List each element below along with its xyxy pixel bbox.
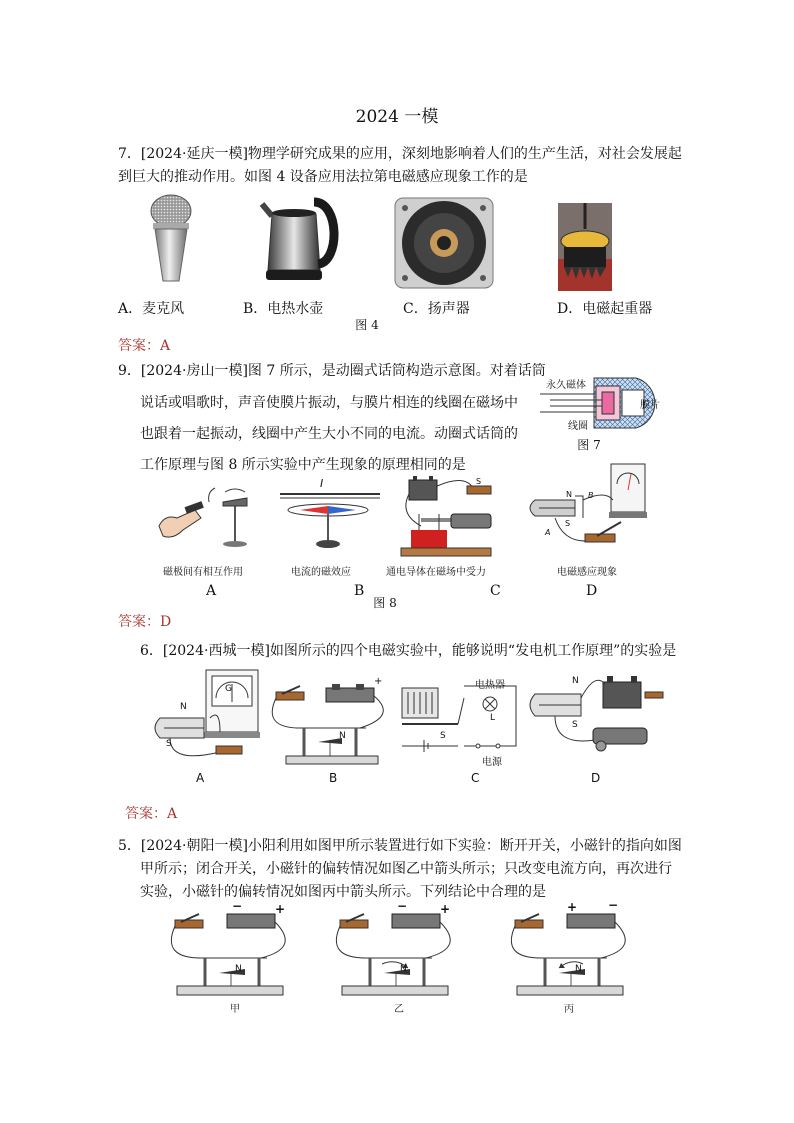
q6-c-s-label: S	[440, 731, 446, 741]
fig8-d-n-label: N	[566, 490, 572, 499]
q6-b-plus-label: +	[374, 676, 383, 687]
q5-caption-jia: 甲	[230, 1004, 240, 1015]
q9-line1: 9．[2024·房山一模]图 7 所示，是动圈式话筒构造示意图。对着话筒	[118, 363, 546, 379]
fig8-d-a-label: A	[545, 528, 551, 537]
q7-option-b: B．电热水壶	[243, 301, 324, 317]
q6-d-n-label: N	[572, 676, 579, 686]
fig8-a-desc: 磁极间有相互作用	[163, 567, 243, 578]
fig8-b-desc: 电流的磁效应	[291, 567, 351, 578]
q6-a-s-label: S	[166, 739, 172, 749]
q5-jia-left-sign: −	[232, 899, 243, 913]
page-title: 2024 一模	[355, 107, 439, 127]
q5-bing-diagram	[505, 902, 640, 1000]
q5-jia-diagram	[165, 902, 300, 1000]
q6-letter-b: B	[329, 771, 338, 785]
q6-b-n-label: N	[339, 731, 346, 741]
q6-a-n-label: N	[180, 702, 187, 712]
fig8-d-diagram	[525, 460, 650, 560]
q5-caption-bing: 丙	[564, 1004, 574, 1015]
q6-letter-a: A	[196, 771, 205, 785]
kettle-image	[262, 192, 342, 288]
speaker-image	[393, 196, 495, 290]
q9-line2: 说话或唱歌时，声音使膜片振动，与膜片相连的线圈在磁场中	[140, 395, 518, 411]
q6-letter-c: C	[471, 771, 480, 785]
q5-jia-right-sign: +	[275, 902, 286, 916]
q6-d-s-label: S	[572, 720, 578, 730]
q5-line2: 甲所示；闭合开关，小磁针的偏转情况如图乙中箭头所示；只改变电流方向，再次进行	[140, 861, 672, 877]
q6-letter-d: D	[591, 771, 601, 785]
q5-bing-n-label: N	[575, 964, 582, 974]
q7-option-c: C．扬声器	[403, 301, 470, 317]
fig8-letter-a: A	[206, 583, 217, 599]
q5-yi-n-label: N	[400, 964, 407, 974]
q5-yi-right-sign: +	[440, 902, 451, 916]
fig8-letter-b: B	[354, 583, 365, 599]
q9-line3: 也跟着一起振动，线圈中产生大小不同的电流。动圈式话筒的	[140, 426, 518, 442]
microphone-image	[145, 193, 197, 285]
q9-line4: 工作原理与图 8 所示实验中产生现象的原理相同的是	[140, 457, 466, 473]
q5-caption-yi: 乙	[394, 1004, 404, 1015]
fig8-b-current-label: I	[320, 477, 324, 490]
q5-line3: 实验，小磁针的偏转情况如图丙中箭头所示。下列结论中合理的是	[140, 884, 546, 900]
q7-answer: 答案：A	[118, 338, 171, 354]
fig7-diaphragm-label: 膜片	[640, 400, 660, 411]
q6-c-l-label: L	[490, 713, 496, 723]
fig7-magnet-label: 永久磁体	[546, 380, 586, 391]
q5-bing-right-sign: −	[608, 898, 619, 912]
fig8-letter-d: D	[586, 583, 598, 599]
q5-line1: 5．[2024·朝阳一模]小阳利用如图甲所示装置进行如下实验：断开开关，小磁针的指向如图	[118, 838, 682, 854]
fig8-c-switch-label: S	[476, 477, 482, 486]
fig7-coil-label: 线圈	[568, 421, 588, 432]
fig8-c-desc: 通电导体在磁场中受力	[386, 567, 486, 578]
q6-stem: 6．[2024·西城一模]如图所示的四个电磁实验中，能够说明“发电机工作原理”的实验是	[140, 643, 677, 659]
fig8-a-diagram	[155, 480, 265, 550]
q6-c-power-label: 电源	[482, 757, 502, 768]
q6-b-diagram	[270, 676, 395, 768]
fig7-caption: 图 7	[577, 438, 601, 452]
q5-jia-n-label: N	[235, 964, 242, 974]
q7-stem-line2: 到巨大的推动作用。如图 4 设备应用法拉第电磁感应现象工作的是	[118, 169, 528, 185]
q5-yi-left-sign: −	[397, 899, 408, 913]
fig8-c-diagram	[395, 474, 510, 564]
fig8-d-b-label: B	[588, 491, 594, 500]
q6-a-g-label: G	[225, 684, 232, 694]
q5-bing-left-sign: +	[567, 900, 578, 914]
q5-yi-diagram	[330, 902, 465, 1000]
q6-d-diagram	[525, 668, 665, 766]
q7-stem-line1: 7．[2024·延庆一模]物理学研究成果的应用，深刻地影响着人们的生产生活，对社会发展起	[118, 146, 682, 162]
q7-figure-caption: 图 4	[355, 318, 379, 332]
q7-option-d: D．电磁起重器	[557, 301, 653, 317]
q6-c-heater-label: 电热器	[475, 680, 505, 691]
fig8-letter-c: C	[490, 583, 501, 599]
q7-option-a: A．麦克风	[118, 301, 185, 317]
fig8-b-diagram	[280, 480, 380, 550]
fig8-d-s-label: S	[565, 519, 571, 528]
fig8-d-desc: 电磁感应现象	[557, 567, 617, 578]
q6-answer: 答案：A	[125, 806, 178, 822]
q6-a-diagram	[150, 668, 265, 766]
fig8-caption: 图 8	[373, 596, 397, 610]
crane-image	[558, 203, 612, 291]
q9-answer: 答案：D	[118, 614, 172, 630]
